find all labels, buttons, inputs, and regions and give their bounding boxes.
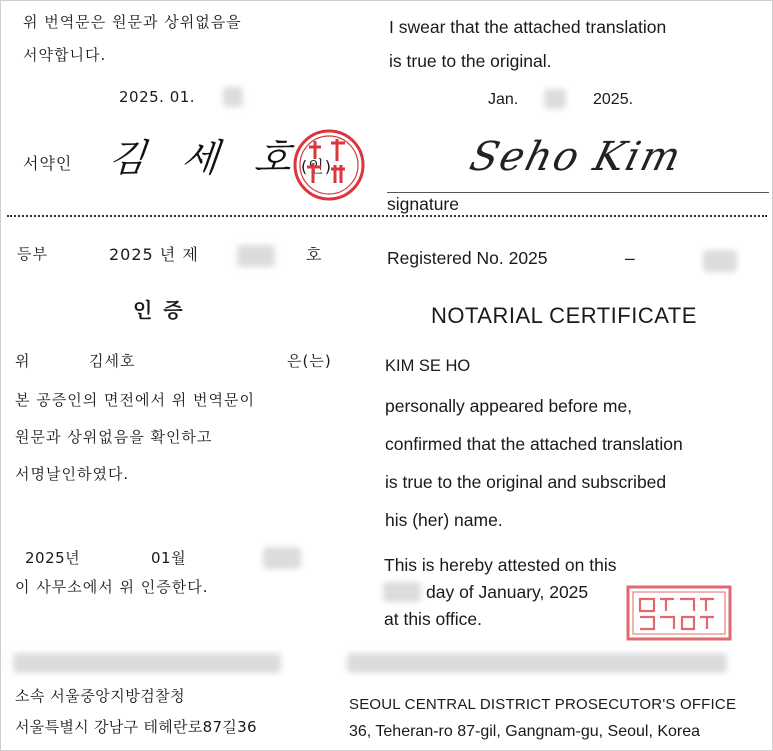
redacted-day (544, 89, 566, 109)
english-body-line4: his (her) name. (385, 510, 503, 530)
english-address: 36, Teheran-ro 87-gil, Gangnam-gu, Seoul, Korea (349, 723, 701, 740)
redacted-day (383, 582, 421, 602)
korean-registry-suffix: 호 (306, 245, 323, 264)
korean-declaration-date: 2025. 01. (119, 88, 196, 106)
redacted-notary-name (13, 653, 281, 673)
english-handwritten-signature: Seho Kim (465, 134, 687, 180)
english-name: KIM SE HO (385, 357, 471, 375)
notary-seal-icon (626, 585, 732, 641)
english-office-name: SEOUL CENTRAL DISTRICT PROSECUTOR'S OFFICE (349, 696, 737, 713)
english-office-line: at this office. (384, 609, 482, 629)
english-body-line1: personally appeared before me, (385, 396, 633, 416)
redacted-day (223, 87, 243, 107)
korean-date-month: 01월 (151, 549, 187, 567)
english-declaration-line1: I swear that the attached translation (389, 17, 667, 37)
english-body-line3: is true to the original and subscribed (385, 472, 667, 492)
korean-name-suffix: 은(는) (287, 352, 332, 370)
korean-declaration-line2: 서약합니다. (23, 46, 107, 64)
korean-office-name: 소속 서울중앙지방검찰청 (15, 687, 186, 705)
redacted-registry-number (237, 245, 275, 267)
korean-office-line: 이 사무소에서 위 인증한다. (15, 578, 209, 596)
english-attest-line: This is hereby attested on this (384, 555, 617, 575)
signature-line (387, 192, 769, 193)
redacted-registry-number (703, 250, 737, 272)
signer-label: 서약인 (23, 154, 73, 173)
translator-seal-icon (291, 127, 367, 203)
english-registry-label: Registered No. 2025 (387, 248, 548, 268)
korean-registry-label: 등부 (17, 245, 48, 263)
korean-certificate-title: 인 증 (133, 298, 185, 322)
redacted-notary-name (347, 653, 727, 673)
dotted-separator (7, 215, 767, 217)
korean-name-prefix: 위 (15, 352, 31, 370)
seal-mark-label: (인) (301, 157, 332, 176)
redacted-day (263, 547, 301, 569)
english-day-line: day of January, 2025 (426, 582, 589, 602)
korean-body-line2: 원문과 상위없음을 확인하고 (15, 428, 213, 446)
english-date-year: 2025. (593, 91, 634, 108)
english-date-month: Jan. (488, 91, 519, 108)
korean-address: 서울특별시 강남구 테헤란로87길36 (15, 718, 257, 736)
english-certificate-title: NOTARIAL CERTIFICATE (431, 303, 697, 328)
korean-date-year: 2025년 (25, 549, 81, 567)
signature-label: signature (387, 194, 459, 214)
english-registry-dash: – (625, 248, 635, 268)
korean-registry-year: 2025 년 제 (109, 245, 199, 264)
korean-name: 김세호 (89, 352, 136, 370)
korean-body-line3: 서명날인하였다. (15, 465, 130, 483)
korean-body-line1: 본 공증인의 면전에서 위 번역문이 (15, 391, 255, 409)
korean-declaration-line1: 위 번역문은 원문과 상위없음을 (23, 13, 242, 31)
korean-handwritten-signature: 김 세 호 (106, 136, 306, 180)
english-declaration-line2: is true to the original. (389, 51, 552, 71)
english-body-line2: confirmed that the attached translation (385, 434, 683, 454)
